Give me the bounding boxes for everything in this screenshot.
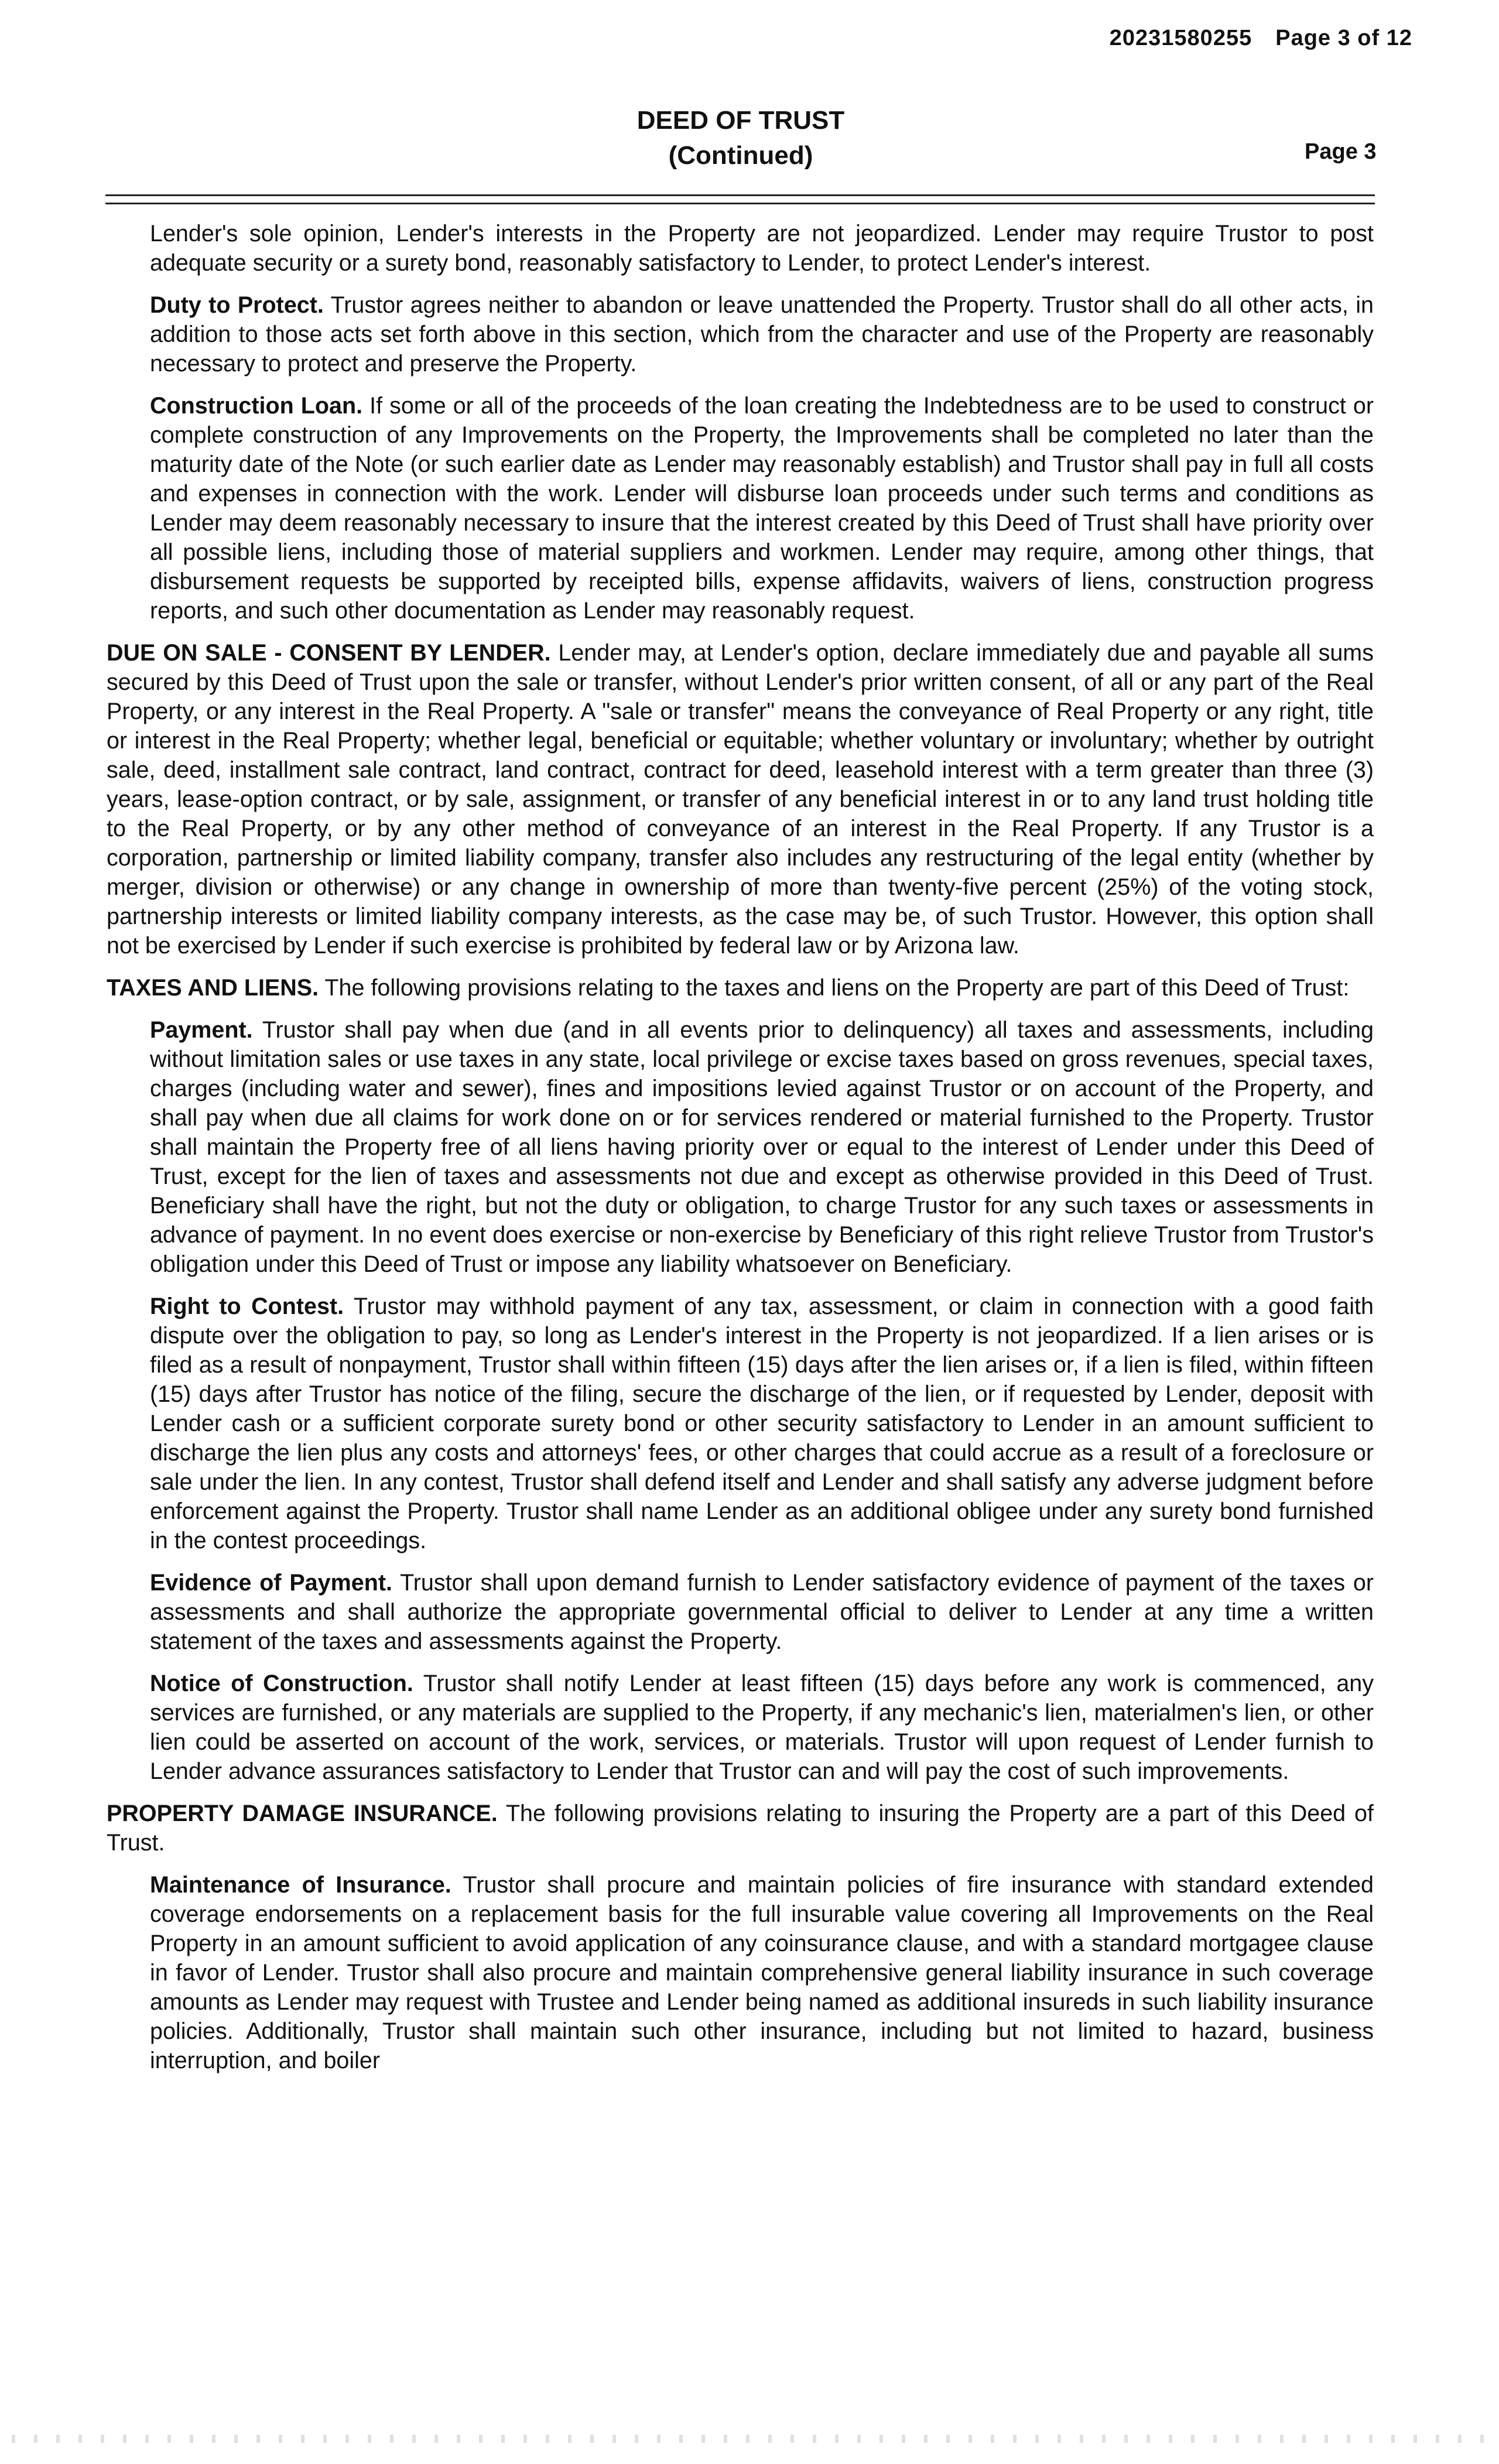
document-title: DEED OF TRUST bbox=[636, 106, 845, 135]
document-body bbox=[107, 219, 1374, 2088]
paragraph-heading: Duty to Protect. bbox=[150, 292, 324, 318]
section-text: The following provisions relating to insuring the Property are a part of this Deed of Trust. bbox=[107, 1801, 1374, 1856]
paragraph-maintenance-of-insurance bbox=[150, 1870, 1374, 2075]
paragraph-right-to-contest bbox=[150, 1292, 1374, 1555]
paragraph-sole-opinion bbox=[150, 219, 1374, 278]
paragraph-text: Trustor shall pay when due (and in all events prior to delinquency) all taxes and assessments, including without limitation sales or use taxes in any state, local privilege or excise taxes based on gross revenues, special taxes, charges (including water and sewer), fines and impositions levied against Trustor or on account of the Property, and shall pay when due all claims for work done on or for services rendered or material furnished to the Property. Trustor shall maintain the Property free of all liens having priority over or equal to the interest of Lender under this Deed of Trust, except for the lien of taxes and assessments not due and except as otherwise provided in this Deed of Trust. Beneficiary shall have the right, but not the duty or obligation, to charge Trustor for any such taxes or assessments in advance of payment. In no event does exercise or non-exercise by Beneficiary of this right relieve Trustor from Trustor's obligation under this Deed of Trust or impose any liability whatsoever on Beneficiary. bbox=[150, 1017, 1374, 1277]
paragraph-duty-to-protect bbox=[150, 290, 1374, 378]
paragraph-text: Trustor agrees neither to abandon or leave unattended the Property. Trustor shall do all other acts, in addition to those acts set forth above in this section, which from the character and use of the Property are reasonably necessary to protect and preserve the Property. bbox=[150, 292, 1374, 377]
page-of-count: Page 3 of 12 bbox=[1275, 26, 1412, 50]
paragraph-notice-of-construction bbox=[150, 1669, 1374, 1786]
paragraph-heading: Construction Loan. bbox=[150, 393, 363, 419]
paragraph-text: Trustor may withhold payment of any tax, assessment, or claim in connection with a good faith dispute over the obligation to pay, so long as Lender's interest in the Property is not jeopardized. If a lien arises or is filed as a result of nonpayment, Trustor shall within fifteen (15) days after the lien arises or, if a lien is filed, within fifteen (15) days after Trustor has notice of the filing, secure the discharge of the lien, or if requested by Lender, deposit with Lender cash or a sufficient corporate surety bond or other security satisfactory to Lender in an amount sufficient to discharge the lien plus any costs and attorneys' fees, or other charges that could accrue as a result of a foreclosure or sale under the lien. In any contest, Trustor shall defend itself and Lender and shall satisfy any adverse judgment before enforcement against the Property. Trustor shall name Lender as an additional obligee under any surety bond furnished in the contest proceedings. bbox=[150, 1293, 1374, 1553]
paragraph-payment bbox=[150, 1015, 1374, 1279]
recording-number-header bbox=[1026, 26, 1412, 51]
paragraph-text: Trustor shall upon demand furnish to Lender satisfactory evidence of payment of the taxes or assessments and shall authorize the appropriate governmental official to deliver to Lender at any time a written statement of the taxes and assessments against the Property. bbox=[150, 1570, 1374, 1654]
page-label: Page 3 bbox=[1305, 139, 1377, 164]
section-heading: PROPERTY DAMAGE INSURANCE. bbox=[107, 1801, 498, 1826]
paragraph-evidence-of-payment bbox=[150, 1568, 1374, 1656]
document-subtitle: (Continued) bbox=[668, 141, 813, 170]
section-taxes-and-liens bbox=[107, 973, 1374, 1002]
recording-number: 20231580255 bbox=[1109, 26, 1252, 50]
paragraph-text: Lender's sole opinion, Lender's interests in the Property are not jeopardized. Lender may require Trustor to post adequate security or a surety bond, reasonably satisfactory to Lender, to protect Lender's interest. bbox=[150, 221, 1374, 276]
scan-artifact-strip bbox=[12, 2435, 1487, 2443]
paragraph-text: Trustor shall procure and maintain policies of fire insurance with standard extended coverage endorsements on a replacement basis for the full insurable value covering all Improvements on the Real Property in an amount sufficient to avoid application of any coinsurance clause, and with a standard mortgagee clause in favor of Lender. Trustor shall also procure and maintain comprehensive general liability insurance in such coverage amounts as Lender may request with Trustee and Lender being named as additional insureds in such liability insurance policies. Additionally, Trustor shall maintain such other insurance, including but not limited to hazard, business interruption, and boiler bbox=[150, 1872, 1374, 2073]
section-property-damage-insurance bbox=[107, 1799, 1374, 1857]
section-due-on-sale bbox=[107, 638, 1374, 960]
paragraph-heading: Payment. bbox=[150, 1017, 253, 1043]
paragraph-heading: Right to Contest. bbox=[150, 1293, 344, 1319]
paragraph-text: Trustor shall notify Lender at least fifteen (15) days before any work is commenced, any services are furnished, or any materials are supplied to the Property, if any mechanic's lien, materialmen's lien, or other lien could be asserted on account of the work, services, or materials. Trustor will upon request of Lender furnish to Lender advance assurances satisfactory to Lender that Trustor can and will pay the cost of such improvements. bbox=[150, 1671, 1374, 1784]
paragraph-construction-loan bbox=[150, 391, 1374, 625]
paragraph-heading: Notice of Construction. bbox=[150, 1671, 413, 1696]
paragraph-text: If some or all of the proceeds of the loan creating the Indebtedness are to be used to construct or complete construction of any Improvements on the Property, the Improvements shall be completed no later than the maturity date of the Note (or such earlier date as Lender may reasonably establish) and Trustor shall pay in full all costs and expenses in connection with the work. Lender will disburse loan proceeds under such terms and conditions as Lender may deem reasonably necessary to insure that the interest created by this Deed of Trust shall have priority over all possible liens, including those of material suppliers and workmen. Lender may require, among other things, that disbursement requests be supported by receipted bills, expense affidavits, waivers of liens, construction progress reports, and such other documentation as Lender may reasonably request. bbox=[150, 393, 1374, 624]
section-text: Lender may, at Lender's option, declare immediately due and payable all sums secured by this Deed of Trust upon the sale or transfer, without Lender's prior written consent, of all or any part of the Real Property, or any interest in the Real Property. A "sale or transfer" means the conveyance of Real Property or any right, title or interest in the Real Property; whether legal, beneficial or equitable; whether voluntary or involuntary; whether by outright sale, deed, installment sale contract, land contract, contract for deed, leasehold interest with a term greater than three (3) years, lease-option contract, or by sale, assignment, or transfer of any beneficial interest in or to any land trust holding title to the Real Property, or by any other method of conveyance of an interest in the Real Property. If any Trustor is a corporation, partnership or limited liability company, transfer also includes any restructuring of the legal entity (whether by merger, division or otherwise) or any change in ownership of more than twenty-five percent (25%) of the voting stock, partnership interests or limited liability company interests, as the case may be, of such Trustor. However, this option shall not be exercised by Lender if such exercise is prohibited by federal law or by Arizona law. bbox=[107, 640, 1374, 959]
section-text: The following provisions relating to the taxes and liens on the Property are part of this Deed of Trust: bbox=[324, 975, 1350, 1001]
paragraph-heading: Maintenance of Insurance. bbox=[150, 1872, 451, 1898]
header-rule-top bbox=[105, 194, 1375, 196]
document-title-block bbox=[0, 103, 1481, 173]
paragraph-heading: Evidence of Payment. bbox=[150, 1570, 392, 1596]
section-heading: TAXES AND LIENS. bbox=[107, 975, 319, 1001]
header-rule-bottom bbox=[105, 203, 1375, 204]
section-heading: DUE ON SALE - CONSENT BY LENDER. bbox=[107, 640, 551, 666]
